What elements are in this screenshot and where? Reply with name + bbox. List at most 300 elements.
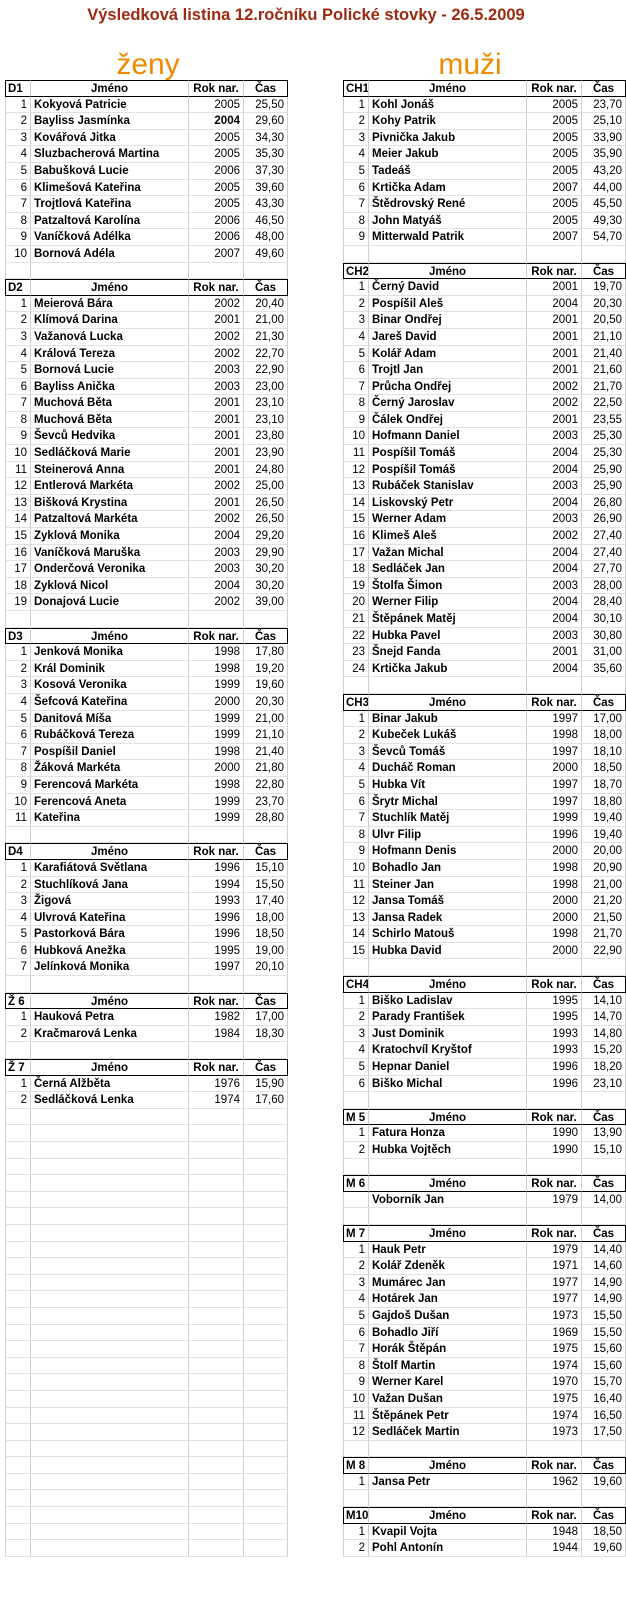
table-row [343,1341,626,1358]
empty-cell [243,1225,288,1242]
empty-row [5,1192,288,1209]
empty-row [5,1374,288,1391]
birth-year-cell: 2001 [526,346,581,363]
table-row [5,1009,288,1026]
table-row [5,694,288,711]
table-row [343,146,626,163]
empty-cell [30,1540,188,1557]
name-cell: Klimeš Aleš [368,528,526,545]
name-cell: Králová Tereza [30,346,188,363]
empty-cell [30,1507,188,1524]
name-cell: Kokyová Patricie [30,97,188,114]
time-cell: 21,70 [581,926,626,943]
birth-year-cell: 2005 [526,113,581,130]
empty-cell [243,1242,288,1259]
table-row [343,163,626,180]
name-cell: Liskovský Petr [368,495,526,512]
name-cell: Vaníčková Maruška [30,545,188,562]
rank-cell: 13 [343,910,368,927]
table-row [343,860,626,877]
rank-cell: 4 [343,760,368,777]
rank-cell: 2 [343,296,368,313]
empty-cell [243,1457,288,1474]
empty-cell [526,1441,581,1458]
column-header-time: Čas [243,843,288,860]
name-cell: Werner Adam [368,511,526,528]
table-row [5,329,288,346]
time-cell: 13,90 [581,1125,626,1142]
empty-cell [243,1524,288,1541]
empty-cell [243,1490,288,1507]
column-header-name: Jméno [30,279,188,296]
category-header-row [5,1059,288,1076]
rank-cell: 4 [343,329,368,346]
time-cell: 21,30 [243,329,288,346]
table-row [5,528,288,545]
birth-year-cell: 2002 [188,296,243,313]
rank-cell: 9 [343,1374,368,1391]
column-header-year: Rok nar. [526,976,581,993]
empty-cell [526,246,581,263]
birth-year-cell: 2001 [188,312,243,329]
table-row [343,329,626,346]
table-row [343,711,626,728]
name-cell: Kolář Adam [368,346,526,363]
column-header-time: Čas [243,628,288,645]
table-row [343,1291,626,1308]
birth-year-cell: 2001 [526,644,581,661]
rank-cell: 2 [5,1092,30,1109]
birth-year-cell: 1984 [188,1026,243,1043]
rank-cell: 1 [5,644,30,661]
empty-cell [30,1208,188,1225]
category-header-row [5,993,288,1010]
time-cell: 30,20 [243,578,288,595]
name-cell: Pastorková Bára [30,926,188,943]
rank-cell: 1 [5,860,30,877]
name-cell: Kvapil Vojta [368,1524,526,1541]
name-cell: Donajová Lucie [30,594,188,611]
time-cell: 19,00 [243,943,288,960]
empty-cell [5,1042,30,1059]
empty-cell [243,1474,288,1491]
category-label: CH1 [343,80,368,97]
table-row [343,1242,626,1259]
time-cell: 29,20 [243,528,288,545]
name-cell: Kračmarová Lenka [30,1026,188,1043]
category-label: D2 [5,279,30,296]
empty-cell [5,1308,30,1325]
rank-cell: 3 [5,677,30,694]
birth-year-cell: 2004 [526,594,581,611]
name-cell: Važan Dušan [368,1391,526,1408]
empty-cell [5,1441,30,1458]
time-cell: 24,80 [243,462,288,479]
rank-cell: 4 [5,694,30,711]
column-header-name: Jméno [368,1175,526,1192]
empty-cell [243,1291,288,1308]
table-row [343,1192,626,1209]
category-header-row [343,1175,626,1192]
empty-cell [30,1109,188,1126]
birth-year-cell: 1996 [526,827,581,844]
time-cell: 14,00 [581,1192,626,1209]
name-cell: Fatura Honza [368,1125,526,1142]
empty-cell [188,1374,243,1391]
spacer-row [343,1159,626,1176]
name-cell: Muchová Běta [30,412,188,429]
table-row [5,146,288,163]
time-cell: 23,10 [581,1076,626,1093]
birth-year-cell: 1998 [188,777,243,794]
empty-cell [243,1358,288,1375]
table-row [343,428,626,445]
empty-cell [343,1159,368,1176]
rank-cell: 6 [5,379,30,396]
name-cell: Průcha Ondřej [368,379,526,396]
name-cell: Bornová Adéla [30,246,188,263]
time-cell: 21,40 [581,346,626,363]
name-cell: Kateřina [30,810,188,827]
empty-cell [30,1175,188,1192]
empty-cell [188,1225,243,1242]
name-cell: Horák Štěpán [368,1341,526,1358]
table-row [343,1325,626,1342]
table-row [5,229,288,246]
time-cell: 25,00 [243,478,288,495]
birth-year-cell: 1975 [526,1341,581,1358]
table-row [343,661,626,678]
time-cell: 19,60 [243,677,288,694]
table-row [343,594,626,611]
empty-row [5,1524,288,1541]
empty-cell [343,1490,368,1507]
time-cell: 33,90 [581,130,626,147]
column-header-time: Čas [581,1109,626,1126]
name-cell: Ferencová Aneta [30,794,188,811]
birth-year-cell: 2007 [188,246,243,263]
table-row [343,993,626,1010]
birth-year-cell: 1979 [526,1192,581,1209]
rank-cell: 7 [5,395,30,412]
birth-year-cell: 2002 [188,594,243,611]
rank-cell: 2 [5,113,30,130]
table-row [5,478,288,495]
name-cell: Hubka Vojtěch [368,1142,526,1159]
name-cell: Sluzbacherová Martina [30,146,188,163]
category-header-row [5,279,288,296]
birth-year-cell: 2004 [526,296,581,313]
women-heading: ženy [116,48,180,81]
table-row [343,545,626,562]
time-cell: 35,60 [581,661,626,678]
rank-cell: 5 [5,926,30,943]
birth-year-cell: 2002 [526,379,581,396]
empty-cell [30,1142,188,1159]
table-row [343,644,626,661]
rank-cell: 11 [5,810,30,827]
birth-year-cell: 2005 [526,196,581,213]
rank-cell: 14 [5,511,30,528]
empty-cell [188,1424,243,1441]
name-cell: Vaníčková Adélka [30,229,188,246]
time-cell: 34,30 [243,130,288,147]
empty-cell [188,976,243,993]
empty-cell [581,1208,626,1225]
table-row [5,661,288,678]
empty-row [5,1258,288,1275]
rank-cell: 12 [343,1424,368,1441]
name-cell: Bohadlo Jiří [368,1325,526,1342]
name-cell: Pohl Antonín [368,1540,526,1557]
rank-cell: 6 [5,943,30,960]
rank-cell: 2 [343,1540,368,1557]
birth-year-cell: 2001 [188,412,243,429]
time-cell: 21,50 [581,910,626,927]
birth-year-cell: 1993 [526,1042,581,1059]
empty-cell [243,1374,288,1391]
name-cell: Binar Jakub [368,711,526,728]
category-header-row [5,80,288,97]
birth-year-cell: 2006 [188,213,243,230]
name-cell: Jansa Tomáš [368,893,526,910]
birth-year-cell: 2005 [526,146,581,163]
birth-year-cell: 1948 [526,1524,581,1541]
name-cell: Šrytr Michal [368,794,526,811]
table-row [343,362,626,379]
rank-cell: 1 [343,711,368,728]
time-cell: 15,90 [243,1076,288,1093]
time-cell: 19,70 [581,279,626,296]
time-cell: 21,80 [243,760,288,777]
birth-year-cell: 2002 [188,511,243,528]
empty-cell [30,1308,188,1325]
spacer-row [5,1042,288,1059]
birth-year-cell: 1998 [188,644,243,661]
empty-cell [5,1175,30,1192]
empty-cell [30,611,188,628]
column-header-time: Čas [581,80,626,97]
rank-cell: 1 [5,1076,30,1093]
column-header-year: Rok nar. [188,843,243,860]
table-row [5,412,288,429]
empty-cell [368,1159,526,1176]
empty-cell [526,1490,581,1507]
empty-row [5,1175,288,1192]
table-row [5,744,288,761]
rank-cell: 8 [343,395,368,412]
column-header-year: Rok nar. [188,279,243,296]
birth-year-cell: 1997 [188,959,243,976]
empty-cell [5,976,30,993]
category-label: M 6 [343,1175,368,1192]
name-cell: Sedláčková Lenka [30,1092,188,1109]
name-cell: Pospíšil Tomáš [368,462,526,479]
rank-cell: 17 [343,545,368,562]
time-cell: 26,50 [243,495,288,512]
empty-cell [243,1275,288,1292]
empty-cell [188,1109,243,1126]
column-header-name: Jméno [30,628,188,645]
empty-cell [243,1325,288,1342]
name-cell: Hubka Vít [368,777,526,794]
time-cell: 15,60 [581,1358,626,1375]
empty-cell [5,1192,30,1209]
empty-cell [243,1042,288,1059]
column-header-name: Jméno [30,80,188,97]
birth-year-cell: 2002 [188,346,243,363]
table-row [343,1474,626,1491]
empty-row [5,1142,288,1159]
rank-cell: 7 [343,1341,368,1358]
time-cell: 29,90 [243,545,288,562]
empty-cell [188,1341,243,1358]
rank-cell: 11 [343,877,368,894]
time-cell: 23,00 [243,379,288,396]
table-row [343,1540,626,1557]
rank-cell: 16 [5,545,30,562]
name-cell: Hauk Petr [368,1242,526,1259]
empty-cell [188,1192,243,1209]
empty-row [5,1540,288,1557]
rank-cell: 19 [343,578,368,595]
empty-cell [188,1408,243,1425]
empty-cell [243,1258,288,1275]
table-row [343,628,626,645]
rank-cell: 6 [343,1325,368,1342]
men-heading: muži [438,48,502,81]
rank-cell: 5 [343,777,368,794]
name-cell: Biško Ladislav [368,993,526,1010]
birth-year-cell: 1997 [526,777,581,794]
birth-year-cell: 1999 [188,711,243,728]
table-row [5,395,288,412]
empty-cell [526,959,581,976]
name-cell: Entlerová Markéta [30,478,188,495]
empty-row [5,1325,288,1342]
empty-row [5,1291,288,1308]
birth-year-cell: 1977 [526,1291,581,1308]
birth-year-cell: 1962 [526,1474,581,1491]
rank-cell: 1 [5,296,30,313]
empty-cell [581,677,626,694]
time-cell: 25,30 [581,428,626,445]
rank-cell: 12 [343,462,368,479]
time-cell: 17,00 [581,711,626,728]
empty-cell [243,1192,288,1209]
birth-year-cell: 2005 [526,213,581,230]
empty-cell [30,1125,188,1142]
rank-cell: 3 [343,130,368,147]
name-cell: John Matyáš [368,213,526,230]
name-cell: Onderčová Veronika [30,561,188,578]
name-cell: Žigová [30,893,188,910]
spacer-row [5,263,288,280]
empty-cell [243,1341,288,1358]
category-label: Ž 7 [5,1059,30,1076]
table-row [343,1142,626,1159]
name-cell: Rubáčková Tereza [30,727,188,744]
category-header-row [343,1457,626,1474]
empty-cell [188,1490,243,1507]
birth-year-cell: 1990 [526,1125,581,1142]
birth-year-cell: 1996 [526,1059,581,1076]
name-cell: Meierová Bára [30,296,188,313]
birth-year-cell: 2005 [188,130,243,147]
column-header-time: Čas [581,694,626,711]
name-cell: Kratochvíl Kryštof [368,1042,526,1059]
name-cell: Hepnar Daniel [368,1059,526,1076]
time-cell: 27,70 [581,561,626,578]
birth-year-cell: 1982 [188,1009,243,1026]
column-header-name: Jméno [30,993,188,1010]
rank-cell: 3 [5,893,30,910]
empty-cell [30,1374,188,1391]
empty-cell [188,1208,243,1225]
name-cell: Binar Ondřej [368,312,526,329]
name-cell: Trojtlová Kateřina [30,196,188,213]
time-cell: 17,40 [243,893,288,910]
time-cell: 43,20 [581,163,626,180]
name-cell: Stuchlík Matěj [368,810,526,827]
empty-cell [368,959,526,976]
empty-cell [368,1490,526,1507]
time-cell: 16,50 [581,1408,626,1425]
empty-cell [188,1308,243,1325]
empty-row [5,1457,288,1474]
birth-year-cell: 2002 [526,528,581,545]
birth-year-cell: 2003 [188,362,243,379]
time-cell: 15,70 [581,1374,626,1391]
empty-cell [30,263,188,280]
empty-cell [188,611,243,628]
empty-cell [243,611,288,628]
empty-row [5,1441,288,1458]
name-cell: Jansa Petr [368,1474,526,1491]
table-row [343,1009,626,1026]
rank-cell: 9 [343,229,368,246]
table-row [5,777,288,794]
column-header-time: Čas [243,993,288,1010]
category-label: D3 [5,628,30,645]
empty-cell [243,1408,288,1425]
rank-cell: 13 [5,495,30,512]
table-row [343,1408,626,1425]
column-header-year: Rok nar. [526,694,581,711]
rank-cell: 7 [5,959,30,976]
name-cell: Čálek Ondřej [368,412,526,429]
rank-cell: 4 [343,1042,368,1059]
empty-row [5,1109,288,1126]
spacer-row [5,611,288,628]
time-cell: 14,90 [581,1291,626,1308]
empty-cell [581,1441,626,1458]
birth-year-cell: 2004 [526,561,581,578]
men-results-column [343,80,626,1557]
time-cell: 26,50 [243,511,288,528]
empty-cell [243,1424,288,1441]
table-row [343,1308,626,1325]
birth-year-cell: 2001 [526,329,581,346]
column-header-year: Rok nar. [188,80,243,97]
empty-cell [30,1192,188,1209]
birth-year-cell: 2004 [526,661,581,678]
empty-cell [5,1275,30,1292]
name-cell: Kohl Jonáš [368,97,526,114]
time-cell: 25,90 [581,462,626,479]
table-row [5,296,288,313]
birth-year-cell: 2004 [526,462,581,479]
